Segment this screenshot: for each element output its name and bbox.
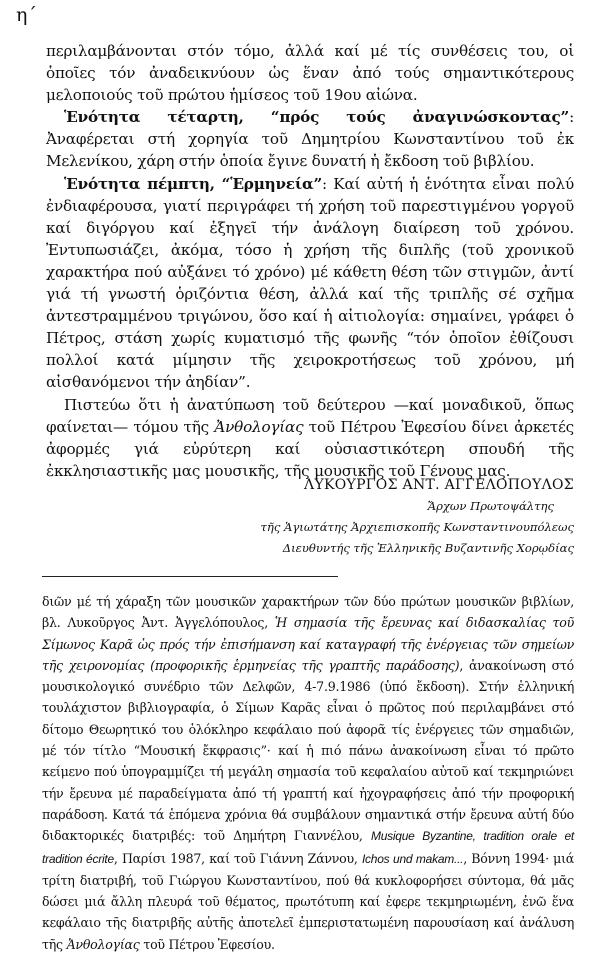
footnote-italic-2: Musique Byzantine, tradition orale et tradition écrite — [42, 829, 575, 866]
footnote-part-3: , Παρίσι 1987, καί τοῦ Γιάννη Ζάννου, — [113, 850, 362, 866]
footnote-part-4: , Βόννη 1994· μιά τρίτη διατριβή, τοῦ Γιώργου Κωνσταντίνου, πού θά κυκλοφορήσει σύντομα, θά μᾶς δώσει μιά ἄλλη πλευρά τοῦ θέματος, πρωτότυπη καί ἐφερε τεκμηριωμένη, ἐνῶ ἕνα κεφάλαιο τῆς διατριβῆς αὐτῆς ἀποτελεῖ ἐμπεριστατωμένη παρουσίαση καί ἀνάλυση τῆς — [42, 850, 575, 952]
paragraph-conclusion — [46, 394, 574, 482]
footnote-italic-4: Ἀνθολογίας — [66, 936, 140, 952]
signature-name: ΛΥΚΟΥΡΓΟΣ ΑΝΤ. ΑΓΓΕΛΟΠΟΥΛΟΣ — [304, 477, 574, 493]
footnote-text — [42, 591, 574, 955]
signature-title-2: τῆς Ἁγιωτάτης Ἀρχιεπισκοπῆς Κωνσταντινουπόλεως — [260, 520, 574, 534]
footnote — [42, 591, 574, 955]
footnote-divider — [42, 576, 338, 577]
footnote-part-2: , ἀνακοίνωση στό μουσικολογικό συνέδριο τῶν Δελφῶν, 4-7.9.1986 (ὑπό ἔκδοση). Στήν ἑλληνική τουλάχιστον βιβλιογραφία, ὁ Σίμων Καρᾶς εἶναι ὁ πρῶτος πού περιλαμβάνει στό δίτομο Θεωρητικό του ὁλόκληρο κεφάλαιο πού ἀφορᾶ τίς ἐνέργειες τῶν σημαδιῶν, μέ τόν τίτλο “Μουσική ἔκφρασις”· καί ἡ πιό πάνω ἀνακοίνωση εἶναι τό πρῶτο κείμενο πού ὑπογραμμίζει τή μεγάλη σημασία τοῦ κεφαλαίου αὐτοῦ καί τεκμηριώνει τήν ἔρευνα μέ παραδείγματα ἀπό τή γραπτή καί ἠχογραφήσεις ἀπό τήν προφορική παράδοση. Κατά τά ἑπόμενα χρόνια θά συμβάλουν σημαντικά στήν ἔρευνα αὐτή δύο διδακτορικές διατριβές: τοῦ Δημήτρη Γιαννέλου, — [42, 657, 575, 844]
conclusion-start: Πιστεύω ὅτι ἡ ἀνατύπωση τοῦ δεύτερου —καί μοναδικοῦ, ὅπως φαίνεται— τόμου τῆς — [46, 395, 574, 436]
section-four-heading: Ἑνότητα τέταρτη, “πρός τούς ἀναγινώσκοντας” — [64, 108, 570, 127]
footnote-italic-1: Ἡ σημασία τῆς ἔρευνας καί διδασκαλίας τοῦ Σίμωνος Καρᾶ ὡς πρός τήν ἐπισήμανση καί καταγραφή τῆς ἐνέργειας τῶν σημείων τῆς χειρονομίας (προφορικῆς ἑρμηνείας τῆς γραπτῆς παράδοσης) — [42, 615, 575, 673]
section-five-body: : Καί αὐτή ἡ ἑνότητα εἶναι πολύ ἐνδιαφέρουσα, γιατί περιγράφει τή χρήση τοῦ παρεστιγμένου γοργοῦ καί διγόργου καί ἐξηγεῖ τήν ἀνάλογη διαίρεση τοῦ χρόνου. Ἐντυπωσιάζει, ἀκόμα, τόσο ἡ χρήση τῆς διπλῆς (τοῦ χρονικοῦ χαρακτήρα πού αὐξάνει τό χρόνο) μέ κάθετη θέση τῶν στιγμῶν, ἀντί γιά τή γνωστή ὁριζόντια θέση, ἀλλά καί τῆς τριπλῆς σέ σχῆμα ἀντεστραμμένου τριγώνου, ὅσο καί ἡ αἰτιολογία: σημαίνει, γράφει ὁ Πέτρος, στάση χωρίς κυματισμό τῆς φωνῆς “τόν ὁποῖον ἐθίζουσι πολλοί κατά μίμησιν τῆς χειροκροτήσεως τοῦ χρόνου, μή αἰσθανόμενοι τήν ἀηδίαν”. — [46, 174, 574, 392]
page-number: η΄ — [16, 4, 37, 26]
footnote-part-1: διῶν μέ τή χάραξη τῶν μουσικῶν χαρακτήρων τῶν δύο πρώτων μουσικῶν βιβλίων, βλ. Λυκοῦργος Ἀντ. Ἀγγελόπουλος, — [42, 594, 574, 631]
footnote-part-5: τοῦ Πέτρου Ἐφεσίου. — [139, 936, 275, 952]
section-five-heading: Ἑνότητα πέμπτη, “Ἑρμηνεία” — [64, 174, 322, 193]
paragraph-section-four — [46, 106, 574, 172]
paragraph-1: περιλαμβάνονται στόν τόμο, ἀλλά καί μέ τίς συνθέσεις του, οἱ ὁποῖες τόν ἀναδεικνύουν ὡς ἕναν ἀπό τούς σημαντικότερους μελοποιούς τοῦ πρώτου ἡμίσεος τοῦ 19ου αἰώνα. — [46, 42, 574, 105]
signature-title-1: Ἄρχων Πρωτοψάλτης — [427, 499, 554, 513]
section-four-body: : Ἀναφέρεται στή χορηγία τοῦ Δημητρίου Κωνσταντίνου τοῦ ἐκ Μελενίκου, χάρη στήν ὁποία ἔγινε δυνατή ἡ ἔκδοση τοῦ βιβλίου. — [46, 108, 574, 171]
conclusion-italic-title: Ἀνθολογίας — [214, 417, 304, 436]
signature-title-3: Διευθυντής τῆς Ἑλληνικῆς Βυζαντινῆς Χορῳδίας — [282, 541, 574, 555]
main-text — [46, 40, 574, 482]
signature-block — [180, 474, 574, 559]
paragraph-section-five — [46, 173, 574, 394]
footnote-italic-3: Ichos und makam... — [361, 851, 464, 866]
conclusion-end: τοῦ Πέτρου Ἐφεσίου δίνει ἀρκετές ἀφορμές γιά εὐρύτερη καί οὐσιαστικότερη σπουδή τῆς ἐκκλησιαστικῆς μας μουσικῆς, τῆς μουσικῆς τοῦ Γένους μας. — [46, 417, 574, 480]
